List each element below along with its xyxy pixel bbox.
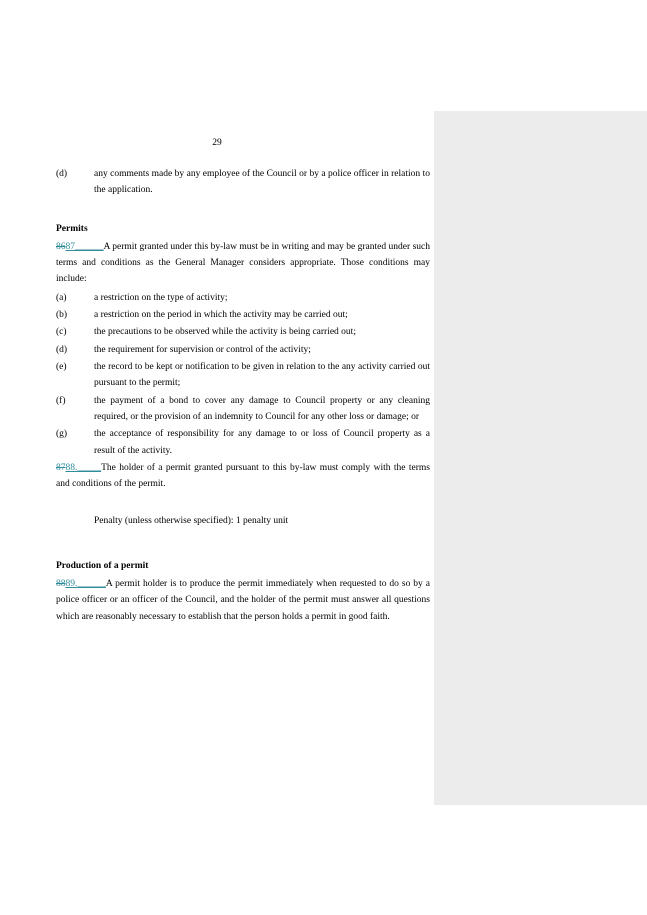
deleted-clause-number: 87 xyxy=(56,462,66,473)
subparagraph-text: the payment of a bond to cover any damage to Council property or any cleaning required, or the provision of an indemnity to Council for any other loss or damage; or xyxy=(94,395,430,422)
deleted-clause-number: 88 xyxy=(56,578,66,589)
spacer xyxy=(56,495,430,513)
list-item xyxy=(56,426,430,459)
inserted-clause-number: 88. xyxy=(65,462,78,473)
subparagraph-label: (f) xyxy=(56,395,66,406)
subparagraph-label: (b) xyxy=(56,309,68,320)
markup-gutter-panel xyxy=(434,111,647,805)
section-heading-production-of-a-permit: Production of a permit xyxy=(56,560,149,571)
clause-number-fill: ______ xyxy=(77,578,106,589)
deleted-clause-number: 86 xyxy=(56,241,66,252)
subparagraph-label: (a) xyxy=(56,292,67,303)
page-number: 29 xyxy=(212,138,222,148)
subparagraph-text: the requirement for supervision or control of the activity; xyxy=(94,344,311,355)
spacer xyxy=(56,200,430,210)
subparagraph-text: a restriction on the type of activity; xyxy=(94,292,228,303)
subparagraph-text: the acceptance of responsibility for any damage to or loss of Council property as a result of the activity. xyxy=(94,429,430,456)
inserted-clause-number: 89. xyxy=(65,578,78,589)
clause-text: A permit holder is to produce the permit immediately when requested to do so by a police officer or an officer of the Council, and the holder of the permit must answer all questions which are reasonably necessary to establish that the person holds a permit in good faith. xyxy=(56,578,430,622)
clause-text: A permit granted under this by-law must be in writing and may be granted under such terms and conditions as the General Manager considers appropriate. Those conditions may include: xyxy=(56,241,430,285)
list-item xyxy=(56,342,430,358)
list-item xyxy=(56,290,430,306)
list-item xyxy=(56,324,430,340)
clause-89 xyxy=(56,576,430,625)
spacer xyxy=(56,529,430,547)
clause-number-fill: ______ xyxy=(75,241,104,252)
section-heading-permits: Permits xyxy=(56,223,88,234)
subparagraph-label: (c) xyxy=(56,327,67,338)
list-item xyxy=(56,307,430,323)
subparagraph-label: (e) xyxy=(56,361,67,372)
list-item xyxy=(56,359,430,392)
subparagraph-text: a restriction on the period in which the activity may be carried out; xyxy=(94,309,348,320)
inserted-clause-number: 87 xyxy=(65,241,75,252)
list-item xyxy=(56,393,430,426)
list-item xyxy=(56,166,430,199)
clause-87 xyxy=(56,239,430,288)
subparagraph-label: (g) xyxy=(56,429,68,440)
clause-number-fill: _____ xyxy=(77,462,102,473)
document-body xyxy=(56,166,430,627)
subparagraph-text: the record to be kept or notification to be given in relation to the any activity carried out pursuant to the permit; xyxy=(94,361,430,389)
subparagraph-label: (d) xyxy=(56,169,68,179)
subparagraph-text: any comments made by any employee of the Council or by a police officer in relation to the application. xyxy=(94,169,430,196)
subparagraph-text: the precautions to be observed while the activity is being carried out; xyxy=(94,327,356,338)
subparagraph-label: (d) xyxy=(56,344,68,355)
clause-text: The holder of a permit granted pursuant to this by-law must comply with the terms and conditions of the permit. xyxy=(56,462,430,490)
clause-88 xyxy=(56,460,430,493)
penalty-text: Penalty (unless otherwise specified): 1 penalty unit xyxy=(94,515,289,526)
